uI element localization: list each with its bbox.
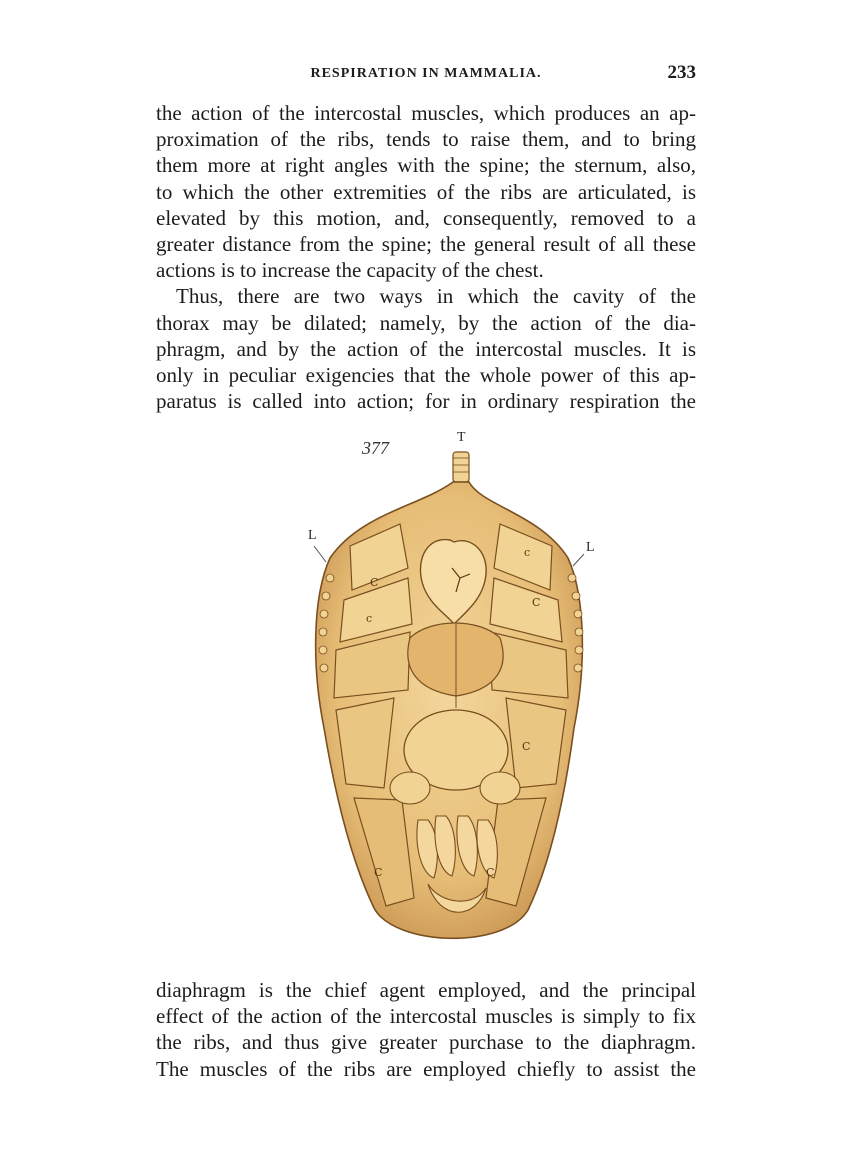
cartilage-mark: C <box>532 596 541 609</box>
text-line: elevated by this motion, and, consequently, removed to a <box>156 205 696 230</box>
text-line: greater distance from the spine; the general result of all these <box>156 231 696 256</box>
page-number: 233 <box>667 62 696 83</box>
text-line: actions is to increase the capacity of the chest. <box>156 258 544 283</box>
text-line: diaphragm is the chief agent employed, and the principal <box>156 978 696 1002</box>
cartilage-mark: C <box>522 740 531 753</box>
text-line: the action of the intercostal muscles, which produces an ap- <box>156 101 696 125</box>
cartilage-mark: C <box>374 866 383 879</box>
text-line: them more at right angles with the spine; the sternum, also, <box>156 153 696 178</box>
text-line: The muscles of the ribs are employed chiefly to assist the <box>156 1056 696 1081</box>
cartilage-mark: C <box>486 866 495 879</box>
running-title: RESPIRATION IN MAMMALIA. <box>310 66 542 81</box>
trachea-label: T <box>457 430 466 445</box>
text-line: to which the other extremities of the ribs are articulated, is <box>156 179 696 204</box>
cartilage-mark: c <box>524 546 531 559</box>
text-line: effect of the action of the intercostal muscles is simply to fix <box>156 1004 696 1029</box>
lung-right-label: L <box>586 540 595 555</box>
lung-left-label: L <box>308 528 317 543</box>
anatomical-figure <box>290 428 610 958</box>
text-line: thorax may be dilated; namely, by the action of the dia- <box>156 310 696 335</box>
text-line: phragm, and by the action of the intercostal muscles. It is <box>156 336 696 361</box>
figure-number: 377 <box>362 438 389 458</box>
text-line: Thus, there are two ways in which the cavity of the <box>176 284 696 309</box>
text-line: proximation of the ribs, tends to raise them, and to bring <box>156 127 696 152</box>
thorax-abdomen-illustration <box>290 428 610 958</box>
body-text-top <box>156 100 696 414</box>
text-line: the ribs, and thus give greater purchase to the diaphragm. <box>156 1030 696 1055</box>
cartilage-mark: c <box>366 612 373 625</box>
text-line: paratus is called into action; for in ordinary respiration the <box>156 389 696 414</box>
body-text-bottom <box>156 977 696 1082</box>
text-line: only in peculiar exigencies that the whole power of this ap- <box>156 362 696 387</box>
running-head <box>156 62 696 86</box>
cartilage-mark: C <box>370 576 379 589</box>
